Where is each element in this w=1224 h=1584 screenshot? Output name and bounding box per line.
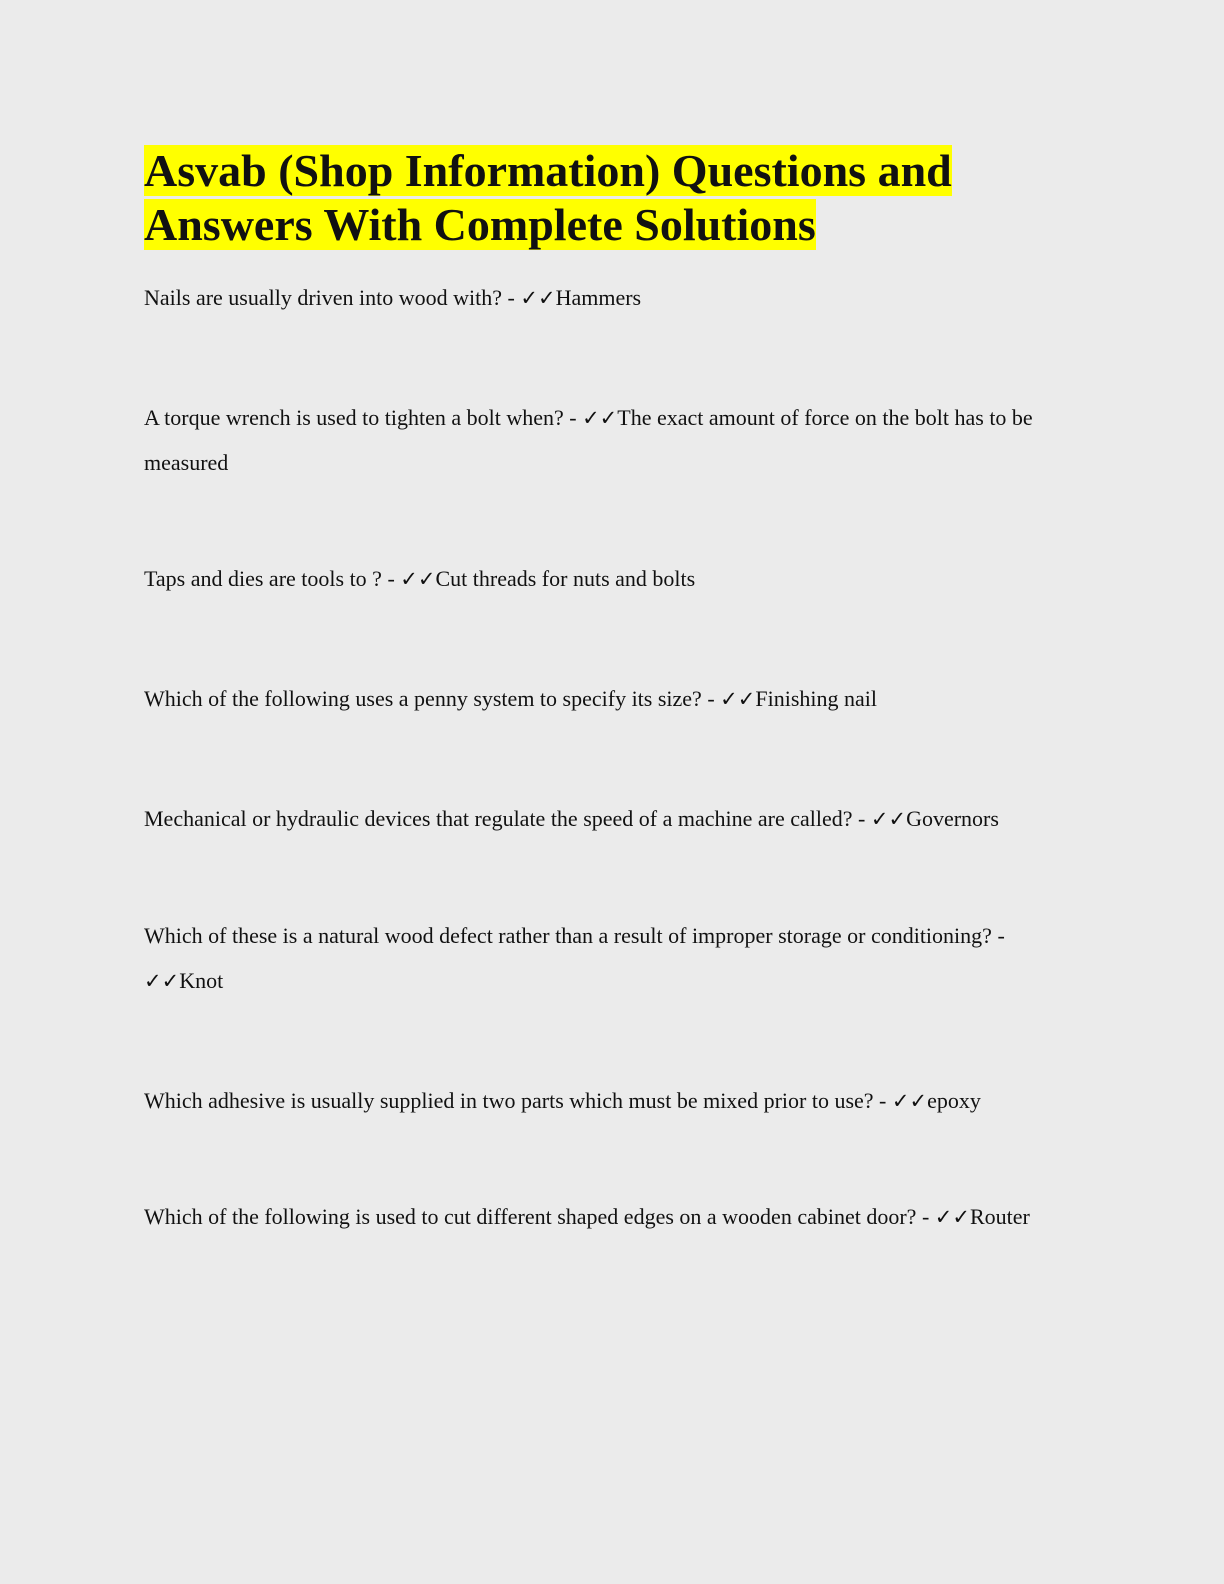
qa-item-3 bbox=[144, 557, 1084, 602]
separator: - bbox=[701, 686, 721, 711]
answer-text: Cut threads for nuts and bolts bbox=[435, 566, 696, 591]
double-check-icon: ✓✓ bbox=[520, 286, 556, 310]
document-title bbox=[144, 144, 1084, 252]
question-text: Which of these is a natural wood defect rather than a result of improper storage or conditioning? bbox=[144, 923, 992, 948]
double-check-icon: ✓✓ bbox=[870, 807, 907, 831]
question-text: Which adhesive is usually supplied in two parts which must be mixed prior to use? bbox=[144, 1088, 874, 1113]
answer-text: Knot bbox=[179, 967, 224, 993]
separator: - bbox=[381, 566, 401, 591]
answer-text: epoxy bbox=[927, 1088, 981, 1113]
question-text: Nails are usually driven into wood with? bbox=[144, 285, 503, 310]
answer-text: Hammers bbox=[555, 285, 642, 310]
double-check-icon: ✓✓ bbox=[891, 1089, 928, 1113]
qa-item-8 bbox=[144, 1195, 1084, 1240]
double-check-icon: ✓✓ bbox=[720, 687, 756, 711]
answer-text: Governors bbox=[906, 806, 999, 831]
qa-item-7 bbox=[144, 1079, 1084, 1124]
double-check-icon: ✓✓ bbox=[582, 406, 618, 430]
double-check-icon: ✓✓ bbox=[144, 968, 180, 993]
separator: - bbox=[873, 1088, 892, 1113]
separator: - bbox=[502, 285, 521, 310]
qa-item-4 bbox=[144, 677, 1084, 722]
question-text: A torque wrench is used to tighten a bolt when? bbox=[144, 405, 564, 430]
qa-item-5 bbox=[144, 797, 1084, 842]
question-text: Which of the following uses a penny system to specify its size? bbox=[144, 686, 702, 711]
separator: - bbox=[991, 923, 1005, 948]
answer-text: Router bbox=[969, 1204, 1030, 1229]
qa-item-1 bbox=[144, 276, 1084, 321]
qa-item-2 bbox=[144, 396, 1084, 485]
question-text: Mechanical or hydraulic devices that regulate the speed of a machine are called? bbox=[144, 806, 853, 831]
answer-text: The exact amount of force on the bolt has to be measured bbox=[144, 405, 1033, 475]
double-check-icon: ✓✓ bbox=[400, 567, 436, 591]
question-text: Taps and dies are tools to ? bbox=[144, 566, 382, 591]
qa-item-6 bbox=[144, 914, 1084, 1003]
separator: - bbox=[916, 1204, 935, 1229]
answer-text: Finishing nail bbox=[755, 686, 877, 711]
separator: - bbox=[852, 806, 871, 831]
title-highlight: Asvab (Shop Information) Questions and Answers With Complete Solutions bbox=[144, 145, 952, 250]
question-text: Which of the following is used to cut different shaped edges on a wooden cabinet door? bbox=[144, 1204, 917, 1229]
separator: - bbox=[563, 405, 583, 430]
double-check-icon: ✓✓ bbox=[934, 1205, 970, 1229]
